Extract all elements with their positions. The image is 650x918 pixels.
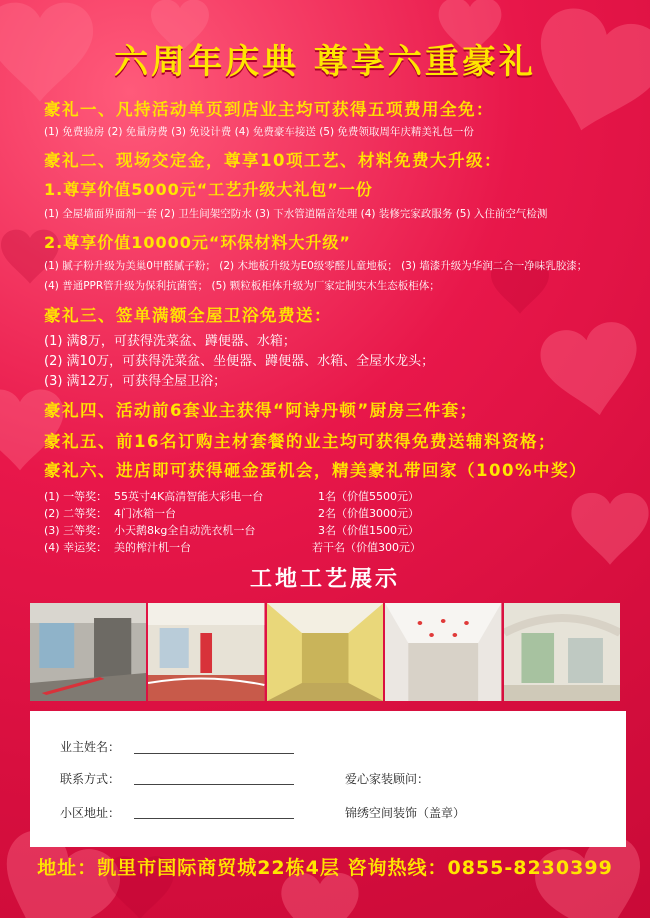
consultant-label: 爱心家装顾问： xyxy=(345,772,430,786)
gift2-heading: 豪礼二、现场交定金，尊享10项工艺、材料免费大升级： xyxy=(44,151,502,170)
prize-label: (2) 二等奖： xyxy=(44,507,108,520)
footer-address: 地址：凯里市国际商贸城22栋4层 咨询热线：0855-8230399 xyxy=(37,857,613,879)
prize-count: 3名（价值1500元） xyxy=(318,524,419,537)
gift3-item: (3) 满12万，可获得全屋卫浴； xyxy=(44,374,227,389)
prize-count: 若干名（价值300元） xyxy=(312,541,421,554)
prize-count: 1名（价值5500元） xyxy=(318,490,419,503)
gift2-sub2-items-a: (1) 腻子粉升级为美巢0甲醛腻子粉； (2) 木地板升级为E0级零醛儿童地板； (3) 墙漆升级为华润二合一净味乳胶漆； xyxy=(44,260,588,272)
prize-label: (4) 幸运奖： xyxy=(44,541,108,554)
gift4: 豪礼四、活动前6套业主获得“阿诗丹顿”厨房三件套； xyxy=(44,401,478,420)
site-photo xyxy=(385,603,501,701)
gift1-heading: 豪礼一、凡持活动单页到店业主均可获得五项费用全免： xyxy=(44,100,494,119)
prize-item: 55英寸4K高清智能大彩电一台 xyxy=(114,490,264,503)
phone-label: 联系方式： xyxy=(60,772,121,786)
address-field[interactable] xyxy=(134,818,294,819)
gift3-item: (2) 满10万，可获得洗菜盆、坐便器、蹲便器、水箱、全屋水龙头； xyxy=(44,354,435,369)
gift2-sub2-items-b: (4) 普通PPR管升级为保利抗菌管； (5) 颗粒板柜体升级为厂家定制实木生态板柜体； xyxy=(44,280,440,292)
photo-strip xyxy=(30,603,620,701)
gift2-sub1: 1.尊享价值5000元“工艺升级大礼包”一份 xyxy=(44,180,373,199)
gift2-sub1-items: (1) 全屋墙面界面剂一套 (2) 卫生间架空防水 (3) 下水管道隔音处理 (4) 装修完家政服务 (5) 入住前空气检测 xyxy=(44,208,548,220)
prize-label: (3) 三等奖： xyxy=(44,524,108,537)
gift3-heading: 豪礼三、签单满额全屋卫浴免费送： xyxy=(44,306,332,325)
address-label: 小区地址： xyxy=(60,806,121,820)
site-photo xyxy=(148,603,264,701)
page-title: 六周年庆典 尊享六重豪礼 xyxy=(114,42,536,82)
contact-form xyxy=(30,711,626,847)
site-photo xyxy=(267,603,383,701)
gift5: 豪礼五、前16名订购主材套餐的业主均可获得免费送辅料资格； xyxy=(44,432,556,451)
prize-item: 4门冰箱一台 xyxy=(114,507,176,520)
prize-count: 2名（价值3000元） xyxy=(318,507,419,520)
owner-name-label: 业主姓名： xyxy=(60,740,121,754)
prize-item: 小天鹅8kg全自动洗衣机一台 xyxy=(114,524,256,537)
owner-name-field[interactable] xyxy=(134,753,294,754)
site-photo xyxy=(30,603,146,701)
phone-field[interactable] xyxy=(134,784,294,785)
gift3-item: (1) 满8万，可获得洗菜盆、蹲便器、水箱； xyxy=(44,334,296,349)
prize-label: (1) 一等奖： xyxy=(44,490,108,503)
company-seal-label: 锦绣空间装饰（盖章） xyxy=(345,806,466,820)
gift2-sub2: 2.尊享价值10000元“环保材料大升级” xyxy=(44,233,351,252)
site-photo xyxy=(504,603,620,701)
prize-item: 美的榨汁机一台 xyxy=(114,541,191,554)
gift6-heading: 豪礼六、进店即可获得砸金蛋机会，精美豪礼带回家（100%中奖） xyxy=(44,461,587,480)
showcase-title: 工地工艺展示 xyxy=(249,567,400,592)
gift1-items: (1) 免费验房 (2) 免量房费 (3) 免设计费 (4) 免费豪车接送 (5) 免费领取周年庆精美礼包一份 xyxy=(44,126,474,138)
